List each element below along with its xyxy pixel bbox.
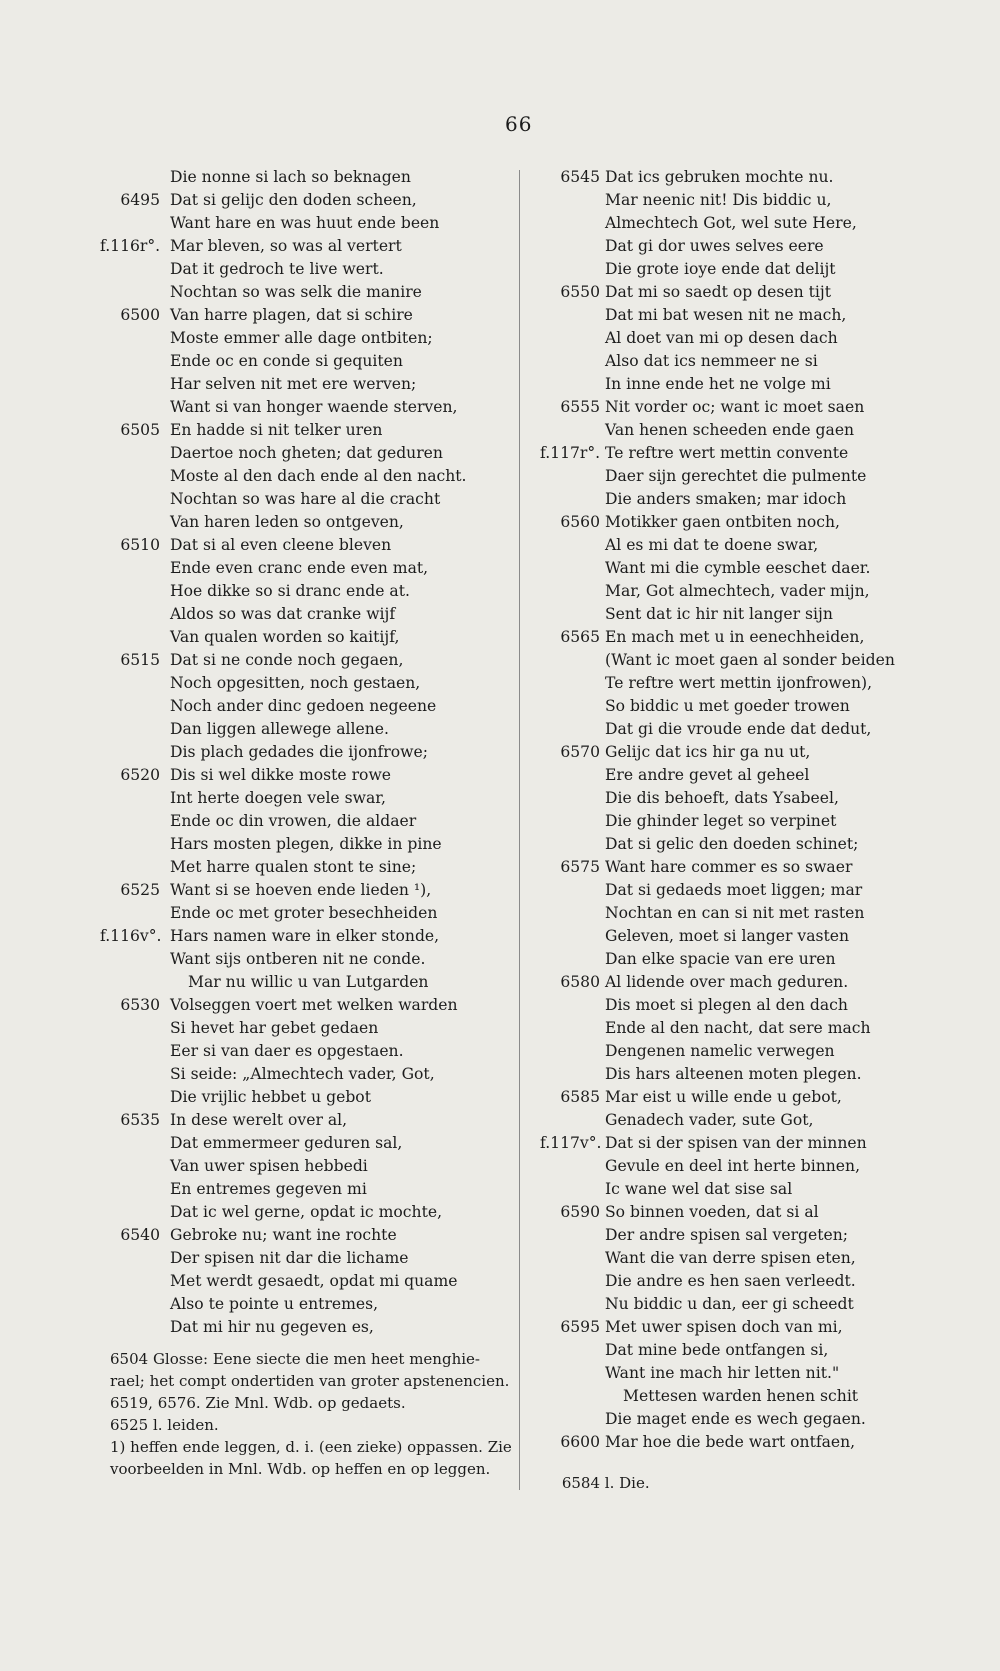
- verse-text: Al doet van mi op desen dach: [605, 329, 838, 347]
- verse-line: [100, 626, 515, 649]
- right-footnote-text: l. Die.: [604, 1474, 650, 1492]
- verse-line: [540, 672, 960, 695]
- verse-text: Ende al den nacht, dat sere mach: [605, 1019, 871, 1037]
- verse-line: [100, 810, 515, 833]
- verse-text: Dat gi dor uwes selves eere: [605, 237, 824, 255]
- verse-line: [100, 1040, 515, 1063]
- verse-text: Dis plach gedades die ijonfrowe;: [170, 743, 428, 761]
- verse-line: [100, 856, 515, 879]
- verse-text: Daer sijn gerechtet die pulmente: [605, 467, 867, 485]
- verse-line: [100, 1132, 515, 1155]
- verse-text: Ere andre gevet al geheel: [605, 766, 810, 784]
- verse-line: [540, 1201, 960, 1224]
- verse-text: Dan liggen allewege allene.: [170, 720, 389, 738]
- verse-line: [100, 1063, 515, 1086]
- verse-text: Met werdt gesaedt, opdat mi quame: [170, 1272, 458, 1290]
- footnote-line: voorbeelden in Mnl. Wdb. op heffen en op leggen.: [110, 1460, 491, 1478]
- verse-text: En mach met u in eenechheiden,: [605, 628, 865, 646]
- verse-line: [100, 258, 515, 281]
- verse-text: Van uwer spisen hebbedi: [170, 1157, 368, 1175]
- verse-line: [100, 465, 515, 488]
- verse-text: Genadech vader, sute Got,: [605, 1111, 814, 1129]
- verse-text: Eer si van daer es opgestaen.: [170, 1042, 404, 1060]
- verse-text: Dat si al even cleene bleven: [170, 536, 392, 554]
- verse-text: So binnen voeden, dat si al: [605, 1203, 819, 1221]
- verse-text: Noch ander dinc gedoen negeene: [170, 697, 437, 715]
- verse-text: Moste al den dach ende al den nacht.: [170, 467, 467, 485]
- verse-line: [540, 626, 960, 649]
- verse-text: Want ine mach hir letten nit.": [605, 1364, 840, 1382]
- verse-line: [100, 879, 515, 902]
- verse-line: [100, 718, 515, 741]
- verse-text: Te reftre wert mettin convente: [605, 444, 849, 462]
- verse-line: [100, 350, 515, 373]
- verse-line: [540, 925, 960, 948]
- verse-line: [100, 580, 515, 603]
- verse-text: Mar bleven, so was al vertert: [170, 237, 402, 255]
- line-number: f.116v°.: [100, 927, 162, 945]
- verse-line: [100, 1270, 515, 1293]
- verse-text: Dat it gedroch te live wert.: [170, 260, 384, 278]
- verse-text: Nu biddic u dan, eer gi scheedt: [605, 1295, 854, 1313]
- verse-line: [540, 1293, 960, 1316]
- verse-text: (Want ic moet gaen al sonder beiden: [605, 651, 895, 669]
- verse-text: Dat mi hir nu gegeven es,: [170, 1318, 374, 1336]
- line-number: 6500: [120, 306, 160, 324]
- line-number: f.117v°.: [540, 1134, 602, 1152]
- verse-text: Gelijc dat ics hir ga nu ut,: [605, 743, 811, 761]
- verse-text: Ende oc en conde si gequiten: [170, 352, 403, 370]
- verse-text: Mar, Got almechtech, vader mijn,: [605, 582, 870, 600]
- verse-text: So biddic u met goeder trowen: [605, 697, 850, 715]
- verse-line: [540, 419, 960, 442]
- verse-line: [100, 925, 515, 948]
- verse-line: [540, 603, 960, 626]
- line-number: 6495: [120, 191, 160, 209]
- verse-text: Dis moet si plegen al den dach: [605, 996, 848, 1014]
- verse-line: [540, 212, 960, 235]
- verse-line: [100, 1178, 515, 1201]
- verse-line: [540, 1155, 960, 1178]
- footnote-line: 1) heffen ende leggen, d. i. (een zieke) oppassen. Zie: [110, 1438, 512, 1456]
- verse-line: [540, 718, 960, 741]
- line-number: 6585: [560, 1088, 600, 1106]
- verse-text: Dat ics gebruken mochte nu.: [605, 168, 834, 186]
- right-footnote: [540, 1472, 650, 1494]
- verse-text: Almechtech Got, wel sute Here,: [605, 214, 857, 232]
- verse-line: [100, 212, 515, 235]
- verse-line: [100, 971, 515, 994]
- verse-line: [100, 1224, 515, 1247]
- verse-text: Die ghinder leget so verpinet: [605, 812, 837, 830]
- footnotes: [110, 1348, 510, 1480]
- verse-text: Geleven, moet si langer vasten: [605, 927, 850, 945]
- verse-line: [540, 764, 960, 787]
- verse-line: [100, 764, 515, 787]
- verse-line: [540, 971, 960, 994]
- verse-line: [100, 534, 515, 557]
- line-number: 6505: [120, 421, 160, 439]
- verse-text: Sent dat ic hir nit langer sijn: [605, 605, 833, 623]
- verse-text: Mar neenic nit! Dis biddic u,: [605, 191, 832, 209]
- verse-text: Dat si der spisen van der minnen: [605, 1134, 867, 1152]
- verse-text: Volseggen voert met welken warden: [170, 996, 458, 1014]
- verse-text: Dat ic wel gerne, opdat ic mochte,: [170, 1203, 443, 1221]
- line-number: 6545: [560, 168, 600, 186]
- verse-text: Dan elke spacie van ere uren: [605, 950, 836, 968]
- verse-line: [540, 1247, 960, 1270]
- verse-line: [540, 350, 960, 373]
- verse-text: Mar hoe die bede wart ontfaen,: [605, 1433, 856, 1451]
- verse-line: [100, 1109, 515, 1132]
- verse-line: [540, 235, 960, 258]
- verse-line: [540, 442, 960, 465]
- verse-text: Dat si gelic den doeden schinet;: [605, 835, 859, 853]
- verse-text: Daertoe noch gheten; dat geduren: [170, 444, 443, 462]
- verse-text: Dat emmermeer geduren sal,: [170, 1134, 403, 1152]
- verse-text: Die grote ioye ende dat delijt: [605, 260, 836, 278]
- verse-line: [100, 1316, 515, 1339]
- verse-text: Hoe dikke so si dranc ende at.: [170, 582, 410, 600]
- verse-line: [100, 603, 515, 626]
- verse-text: Met uwer spisen doch van mi,: [605, 1318, 843, 1336]
- verse-text: Die nonne si lach so beknagen: [170, 168, 411, 186]
- line-number: 6600: [560, 1433, 600, 1451]
- right-footnote-number: 6584: [561, 1474, 600, 1492]
- verse-text: Har selven nit met ere werven;: [170, 375, 417, 393]
- verse-text: In inne ende het ne volge mi: [605, 375, 831, 393]
- verse-line: [540, 1178, 960, 1201]
- verse-text: Dis hars alteenen moten plegen.: [605, 1065, 862, 1083]
- verse-line: [100, 1086, 515, 1109]
- verse-line: [540, 741, 960, 764]
- verse-text: Si hevet har gebet gedaen: [170, 1019, 379, 1037]
- line-number: 6530: [120, 996, 160, 1014]
- column-divider: [519, 170, 520, 1490]
- line-number: f.116r°.: [100, 237, 161, 255]
- line-number: 6575: [560, 858, 600, 876]
- verse-line: [540, 902, 960, 925]
- verse-line: [540, 327, 960, 350]
- verse-text: Die vrijlic hebbet u gebot: [170, 1088, 371, 1106]
- verse-line: [100, 488, 515, 511]
- verse-text: Dat si ne conde noch gegaen,: [170, 651, 404, 669]
- line-number: 6550: [560, 283, 600, 301]
- verse-text: Van harre plagen, dat si schire: [170, 306, 413, 324]
- verse-text: Want si se hoeven ende lieden ¹),: [170, 881, 432, 899]
- verse-line: [100, 672, 515, 695]
- line-number: 6535: [120, 1111, 160, 1129]
- verse-line: [540, 994, 960, 1017]
- verse-text: Aldos so was dat cranke wijf: [170, 605, 396, 623]
- verse-line: [540, 580, 960, 603]
- verse-text: Der andre spisen sal vergeten;: [605, 1226, 849, 1244]
- verse-text: Dat si gedaeds moet liggen; mar: [605, 881, 863, 899]
- line-number: 6580: [560, 973, 600, 991]
- verse-text: Der spisen nit dar die lichame: [170, 1249, 409, 1267]
- verse-text: Hars namen ware in elker stonde,: [170, 927, 440, 945]
- verse-text: Van haren leden so ontgeven,: [170, 513, 404, 531]
- verse-text: Nochtan so was hare al die cracht: [170, 490, 441, 508]
- verse-text: Dat gi die vroude ende dat dedut,: [605, 720, 872, 738]
- verse-text: Die anders smaken; mar idoch: [605, 490, 847, 508]
- verse-line: [540, 166, 960, 189]
- line-number: 6540: [120, 1226, 160, 1244]
- verse-text: Moste emmer alle dage ontbiten;: [170, 329, 433, 347]
- verse-text: Also dat ics nemmeer ne si: [605, 352, 818, 370]
- verse-text: Int herte doegen vele swar,: [170, 789, 386, 807]
- line-number: f.117r°.: [540, 444, 601, 462]
- verse-line: [540, 1385, 960, 1408]
- verse-text: Ende oc din vrowen, die aldaer: [170, 812, 417, 830]
- verse-line: [100, 557, 515, 580]
- verse-text: Also te pointe u entremes,: [170, 1295, 379, 1313]
- footnote-line: 6525 l. leiden.: [110, 1416, 219, 1434]
- left-column: [100, 166, 515, 1339]
- verse-text: Dengenen namelic verwegen: [605, 1042, 835, 1060]
- verse-text: Want hare commer es so swaer: [605, 858, 853, 876]
- verse-text: Ic wane wel dat sise sal: [605, 1180, 793, 1198]
- verse-text: Dis si wel dikke moste rowe: [170, 766, 392, 784]
- verse-line: [100, 902, 515, 925]
- verse-line: [540, 948, 960, 971]
- verse-line: [540, 649, 960, 672]
- verse-line: [540, 281, 960, 304]
- verse-line: [100, 994, 515, 1017]
- verse-line: [540, 511, 960, 534]
- verse-line: [540, 810, 960, 833]
- verse-text: En entremes gegeven mi: [170, 1180, 367, 1198]
- verse-line: [100, 419, 515, 442]
- verse-text: Dat mi bat wesen nit ne mach,: [605, 306, 847, 324]
- line-number: 6560: [560, 513, 600, 531]
- verse-line: [100, 1155, 515, 1178]
- verse-text: In dese werelt over al,: [170, 1111, 348, 1129]
- verse-line: [540, 373, 960, 396]
- verse-text: Dat mi so saedt op desen tijt: [605, 283, 831, 301]
- verse-line: [540, 879, 960, 902]
- verse-line: [540, 1339, 960, 1362]
- footnote-line: 6519, 6576. Zie Mnl. Wdb. op gedaets.: [110, 1394, 406, 1412]
- verse-line: [100, 948, 515, 971]
- verse-line: [540, 396, 960, 419]
- verse-line: [540, 557, 960, 580]
- verse-line: [540, 1431, 960, 1454]
- verse-text: Nit vorder oc; want ic moet saen: [605, 398, 865, 416]
- verse-text: Nochtan en can si nit met rasten: [605, 904, 865, 922]
- line-number: 6525: [120, 881, 160, 899]
- verse-line: [100, 166, 515, 189]
- verse-line: [540, 534, 960, 557]
- verse-line: [100, 1017, 515, 1040]
- verse-text: En hadde si nit telker uren: [170, 421, 383, 439]
- verse-text: Want sijs ontberen nit ne conde.: [170, 950, 426, 968]
- verse-text: Ende even cranc ende even mat,: [170, 559, 429, 577]
- line-number: 6515: [120, 651, 160, 669]
- verse-line: [100, 1293, 515, 1316]
- verse-text: Nochtan so was selk die manire: [170, 283, 422, 301]
- verse-text: Motikker gaen ontbiten noch,: [605, 513, 840, 531]
- verse-line: [100, 649, 515, 672]
- verse-text: Van henen scheeden ende gaen: [605, 421, 855, 439]
- line-number: 6555: [560, 398, 600, 416]
- footnote-line: rael; het compt ondertiden van groter apstenencien.: [110, 1372, 510, 1390]
- verse-text: Van qualen worden so kaitijf,: [170, 628, 400, 646]
- verse-line: [540, 258, 960, 281]
- verse-text: Want si van honger waende sterven,: [170, 398, 458, 416]
- line-number: 6520: [120, 766, 160, 784]
- verse-line: [540, 856, 960, 879]
- verse-line: [100, 741, 515, 764]
- verse-line: [540, 1017, 960, 1040]
- verse-text: Die maget ende es wech gegaen.: [605, 1410, 866, 1428]
- verse-line: [100, 833, 515, 856]
- footnote-line: 6504 Glosse: Eene siecte die men heet menghie-: [110, 1350, 480, 1368]
- line-number: 6565: [560, 628, 600, 646]
- verse-line: [540, 189, 960, 212]
- verse-line: [540, 695, 960, 718]
- verse-line: [100, 281, 515, 304]
- line-number: 6590: [560, 1203, 600, 1221]
- verse-line: [100, 1247, 515, 1270]
- verse-line: [540, 1224, 960, 1247]
- verse-text: Ende oc met groter besechheiden: [170, 904, 438, 922]
- verse-line: [100, 1201, 515, 1224]
- verse-line: [540, 465, 960, 488]
- verse-text: Mar nu willic u van Lutgarden: [188, 973, 429, 991]
- verse-line: [100, 787, 515, 810]
- verse-line: [540, 833, 960, 856]
- verse-line: [100, 373, 515, 396]
- verse-text: Want mi die cymble eeschet daer.: [605, 559, 871, 577]
- line-number: 6595: [560, 1318, 600, 1336]
- verse-text: Hars mosten plegen, dikke in pine: [170, 835, 442, 853]
- verse-text: Te reftre wert mettin ijonfrowen),: [605, 674, 873, 692]
- verse-text: Die andre es hen saen verleedt.: [605, 1272, 856, 1290]
- verse-line: [100, 235, 515, 258]
- verse-line: [100, 189, 515, 212]
- verse-line: [540, 1132, 960, 1155]
- verse-text: Want die van derre spisen eten,: [605, 1249, 856, 1267]
- verse-text: Al es mi dat te doene swar,: [605, 536, 819, 554]
- verse-line: [100, 304, 515, 327]
- verse-line: [540, 488, 960, 511]
- verse-text: Si seide: „Almechtech vader, Got,: [170, 1065, 435, 1083]
- verse-line: [100, 695, 515, 718]
- verse-line: [100, 327, 515, 350]
- verse-text: Gevule en deel int herte binnen,: [605, 1157, 861, 1175]
- right-column: [540, 166, 960, 1454]
- verse-line: [540, 1408, 960, 1431]
- verse-line: [540, 1109, 960, 1132]
- verse-line: [540, 787, 960, 810]
- verse-text: Gebroke nu; want ine rochte: [170, 1226, 397, 1244]
- verse-line: [540, 1362, 960, 1385]
- verse-line: [540, 1086, 960, 1109]
- verse-text: Dat mine bede ontfangen si,: [605, 1341, 829, 1359]
- verse-line: [540, 1063, 960, 1086]
- verse-text: Met harre qualen stont te sine;: [170, 858, 417, 876]
- verse-line: [540, 1040, 960, 1063]
- verse-line: [100, 511, 515, 534]
- verse-line: [540, 1316, 960, 1339]
- verse-line: [540, 1270, 960, 1293]
- line-number: 6510: [120, 536, 160, 554]
- verse-line: [100, 396, 515, 419]
- verse-text: Mar eist u wille ende u gebot,: [605, 1088, 842, 1106]
- verse-text: Mettesen warden henen schit: [623, 1387, 859, 1405]
- verse-text: Dat si gelijc den doden scheen,: [170, 191, 417, 209]
- verse-line: [100, 442, 515, 465]
- verse-text: Want hare en was huut ende been: [170, 214, 440, 232]
- page-number: 66: [505, 112, 533, 136]
- verse-text: Noch opgesitten, noch gestaen,: [170, 674, 421, 692]
- verse-text: Al lidende over mach geduren.: [605, 973, 849, 991]
- verse-text: Die dis behoeft, dats Ysabeel,: [605, 789, 839, 807]
- verse-line: [540, 304, 960, 327]
- line-number: 6570: [560, 743, 600, 761]
